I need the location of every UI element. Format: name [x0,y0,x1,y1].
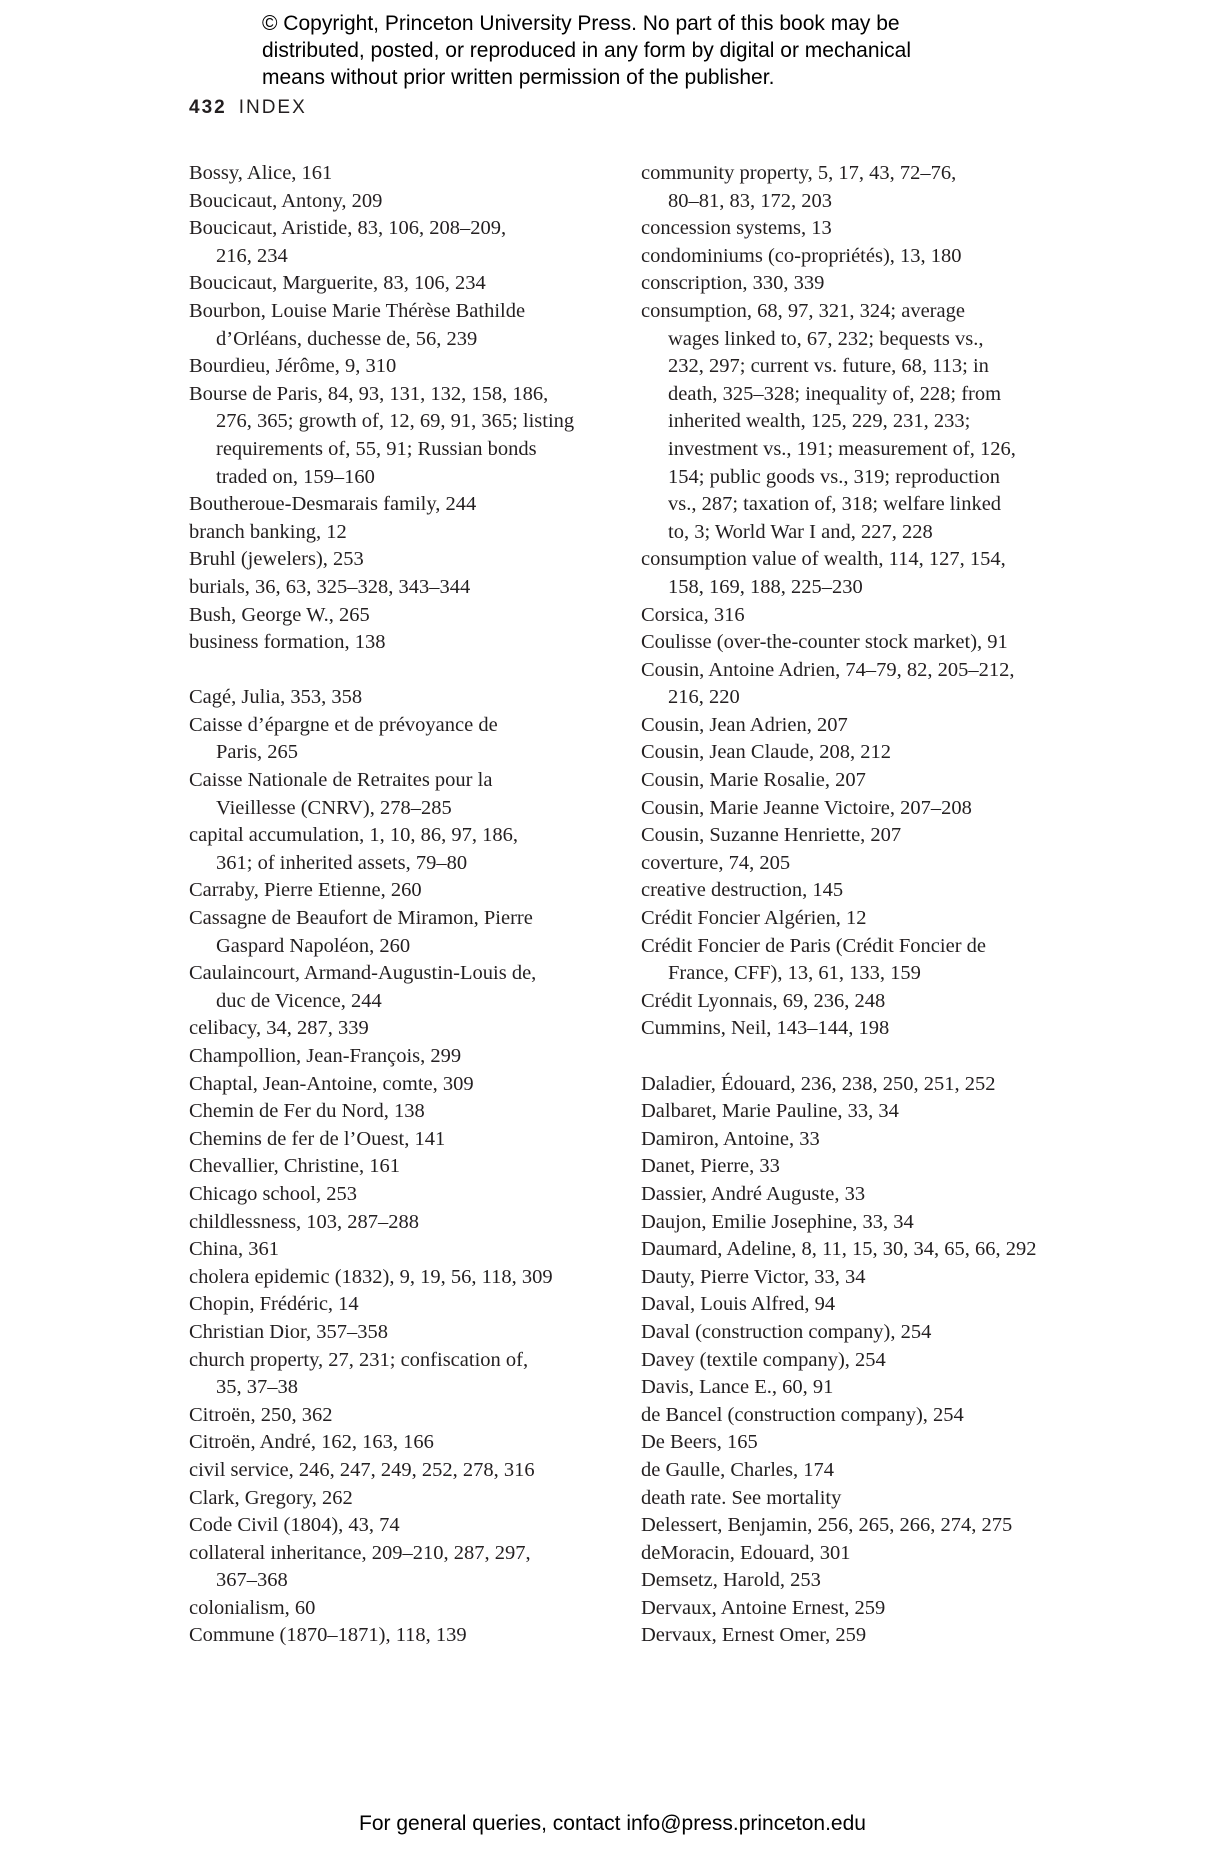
index-entry-line: Daval (construction company), 254 [641,1320,932,1343]
index-entry [641,1291,1071,1319]
index-entry [189,353,609,381]
index-entry [641,767,1071,795]
index-entry [189,712,609,767]
index-entry [189,905,609,960]
index-column-left [189,160,609,1650]
index-entry-continuation: wages linked to, 67, 232; bequests vs., [668,327,984,350]
index-entry-continuation: 154; public goods vs., 319; reproduction [668,465,1000,488]
copyright-line: means without prior written permission of the publisher. [262,66,775,89]
index-entry [641,1622,1071,1650]
index-entry-line: Coulisse (over-the-counter stock market), 91 [641,631,1008,654]
index-entry [641,657,1071,712]
index-entry-continuation: 361; of inherited assets, 79–80 [216,851,468,874]
index-entry-line: cholera epidemic (1832), 9, 19, 56, 118, 309 [189,1265,553,1288]
index-entry-line: Cummins, Neil, 143–144, 198 [641,1017,890,1040]
index-entry [189,1512,609,1540]
index-entry-line: condominiums (co-propriétés), 13, 180 [641,244,962,267]
index-entry [189,1181,609,1209]
index-entry-line: Cousin, Marie Jeanne Victoire, 207–208 [641,796,972,819]
index-entry [641,1071,1071,1099]
index-entry [189,160,609,188]
index-entry [189,270,609,298]
index-entry [189,381,609,491]
index-entry-line: Commune (1870–1871), 118, 139 [189,1624,467,1647]
index-entry-line: business formation, 138 [189,631,386,654]
index-entry [641,933,1071,988]
index-entry-line: de Bancel (construction company), 254 [641,1403,964,1426]
index-entry-line: Dassier, André Auguste, 33 [641,1182,866,1205]
index-entry-line: celibacy, 34, 287, 339 [189,1017,369,1040]
index-entry-line: colonialism, 60 [189,1596,316,1619]
index-entry [641,546,1071,601]
index-entry-continuation: Vieillesse (CNRV), 278–285 [216,796,452,819]
index-entry [189,215,609,270]
index-entry-line: Bourbon, Louise Marie Thérèse Bathilde [189,299,526,322]
index-entry-line: Cassagne de Beaufort de Miramon, Pierre [189,907,533,930]
index-entry [189,1319,609,1347]
page-number: 432 [189,97,227,118]
index-entry-continuation: 35, 37–38 [216,1376,298,1399]
running-head [189,96,307,120]
index-entry [189,188,609,216]
index-entry [189,1153,609,1181]
index-entry-line: Chaptal, Jean-Antoine, comte, 309 [189,1072,474,1095]
index-entry-line: Bourdieu, Jérôme, 9, 310 [189,355,397,378]
index-entry [641,1485,1071,1513]
index-entry-line: Damiron, Antoine, 33 [641,1127,820,1150]
index-entry [189,1402,609,1430]
index-entry-line: Boutheroue-Desmarais family, 244 [189,493,477,516]
copyright-notice [262,10,1022,91]
index-entry [641,739,1071,767]
index-entry [641,1181,1071,1209]
index-entry [189,629,609,657]
index-entry-line: concession systems, 13 [641,217,832,240]
index-entry [641,1153,1071,1181]
index-entry-line: Boucicaut, Aristide, 83, 106, 208–209, [189,217,507,240]
index-entry-line: Corsica, 316 [641,603,745,626]
index-entry [189,1071,609,1099]
index-entry-line: church property, 27, 231; confiscation of, [189,1348,529,1371]
copyright-line: distributed, posted, or reproduced in any form by digital or mechanical [262,39,912,62]
index-entry [189,822,609,877]
index-entry [189,574,609,602]
index-entry-line: Dauty, Pierre Victor, 33, 34 [641,1265,866,1288]
index-entry [641,1209,1071,1237]
index-entry-line: Boucicaut, Marguerite, 83, 106, 234 [189,272,486,295]
index-entry [189,1015,609,1043]
index-entry-continuation: 232, 297; current vs. future, 68, 113; in [668,355,989,378]
index-entry-line: Chemin de Fer du Nord, 138 [189,1100,425,1123]
index-entry [189,1347,609,1402]
index-entry [189,602,609,630]
index-entry-line: Dalbaret, Marie Pauline, 33, 34 [641,1100,899,1123]
index-entry [641,1457,1071,1485]
index-entry [189,960,609,1015]
index-entry-continuation: to, 3; World War I and, 227, 228 [668,520,933,543]
index-entry [189,519,609,547]
index-entry-line: consumption value of wealth, 114, 127, 154, [641,548,1006,571]
index-entry-continuation: Gaspard Napoléon, 260 [216,934,411,957]
index-entry-line: Cagé, Julia, 353, 358 [189,686,363,709]
index-entry [189,877,609,905]
index-entry-line: deMoracin, Edouard, 301 [641,1541,851,1564]
index-entry-continuation: death, 325–328; inequality of, 228; from [668,382,1002,405]
index-entry [641,712,1071,740]
index-entry [189,1043,609,1071]
index-entry-continuation: d’Orléans, duchesse de, 56, 239 [216,327,478,350]
index-entry-line: Daladier, Édouard, 236, 238, 250, 251, 252 [641,1072,996,1095]
index-entry [641,602,1071,630]
index-entry-line: Chicago school, 253 [189,1182,357,1205]
index-entry-line: Dervaux, Ernest Omer, 259 [641,1624,867,1647]
index-entry [641,877,1071,905]
index-entry-line: community property, 5, 17, 43, 72–76, [641,162,957,184]
index-entry [641,1236,1071,1264]
index-entry-line: Bossy, Alice, 161 [189,162,333,184]
index-entry [189,684,609,712]
index-entry-line: Chopin, Frédéric, 14 [189,1293,359,1316]
index-entry-line: Daujon, Emilie Josephine, 33, 34 [641,1210,914,1233]
index-entry [189,1622,609,1650]
index-entry-line: Champollion, Jean-François, 299 [189,1045,462,1067]
index-entry [641,1540,1071,1568]
index-entry [189,1264,609,1292]
index-entry-line: Caisse Nationale de Retraites pour la [189,769,493,792]
index-entry-continuation: Paris, 265 [216,741,298,764]
index-entry [641,1429,1071,1457]
index-entry-continuation: 216, 234 [216,244,288,267]
index-entry [641,1595,1071,1623]
index-entry-line: collateral inheritance, 209–210, 287, 297, [189,1541,531,1564]
index-entry-continuation: 158, 169, 188, 225–230 [668,575,863,598]
index-entry-line: Carraby, Pierre Etienne, 260 [189,879,422,902]
index-entry [189,767,609,822]
index-entry-line: death rate. See mortality [641,1486,842,1509]
index-entry-line: civil service, 246, 247, 249, 252, 278, 316 [189,1458,535,1481]
index-entry [189,1540,609,1595]
index-entry-line: de Gaulle, Charles, 174 [641,1458,834,1481]
index-entry-line: childlessness, 103, 287–288 [189,1210,420,1233]
index-entry-line: Clark, Gregory, 262 [189,1486,353,1509]
index-entry [641,1264,1071,1292]
index-entry-line: coverture, 74, 205 [641,851,791,874]
index-entry [189,1429,609,1457]
index-entry [641,243,1071,271]
index-entry-line: capital accumulation, 1, 10, 86, 97, 186, [189,824,519,847]
index-entry-continuation: 216, 220 [668,686,740,709]
index-entry-line: Davey (textile company), 254 [641,1348,886,1371]
index-entry-line: creative destruction, 145 [641,879,844,902]
index-entry [641,270,1071,298]
index-entry [189,1098,609,1126]
index-entry-continuation: requirements of, 55, 91; Russian bonds [216,437,537,460]
index-entry [641,795,1071,823]
index-entry-line: branch banking, 12 [189,520,347,543]
index-entry [641,988,1071,1016]
index-entry-line: Danet, Pierre, 33 [641,1155,780,1178]
index-entry-line: Cousin, Jean Claude, 208, 212 [641,741,891,764]
index-entry-continuation: 80–81, 83, 172, 203 [668,189,832,212]
index-entry-line: Caisse d’épargne et de prévoyance de [189,713,498,736]
index-entry-line: Cousin, Jean Adrien, 207 [641,713,848,736]
index-entry [189,1595,609,1623]
index-entry-line: Davis, Lance E., 60, 91 [641,1376,834,1399]
index-entry-continuation: duc de Vicence, 244 [216,989,382,1012]
index-entry-continuation: inherited wealth, 125, 229, 231, 233; [668,410,971,433]
index-entry-line: Cousin, Antoine Adrien, 74–79, 82, 205–212, [641,658,1015,681]
index-entry [641,215,1071,243]
index-entry-line: Chemins de fer de l’Ouest, 141 [189,1127,446,1150]
index-entry [189,546,609,574]
index-entry-line: Demsetz, Harold, 253 [641,1569,821,1592]
index-entry-line: Crédit Lyonnais, 69, 236, 248 [641,989,886,1012]
index-entry-line: Delessert, Benjamin, 256, 265, 266, 274, 275 [641,1514,1013,1537]
index-entry-line: burials, 36, 63, 325–328, 343–344 [189,575,471,598]
index-entry [189,491,609,519]
index-entry-line: Crédit Foncier de Paris (Crédit Foncier de [641,934,986,957]
index-entry-line: Dervaux, Antoine Ernest, 259 [641,1596,886,1619]
index-entry [641,1319,1071,1347]
index-entry-line: Boucicaut, Antony, 209 [189,189,383,212]
index-entry [641,1347,1071,1375]
letter-group-gap [641,1043,1071,1071]
index-entry [641,1374,1071,1402]
section-title: INDEX [238,97,307,118]
index-entry-line: Bourse de Paris, 84, 93, 131, 132, 158, 186, [189,382,549,405]
index-entry-line: Cousin, Marie Rosalie, 207 [641,769,866,792]
index-entry-line: Code Civil (1804), 43, 74 [189,1514,400,1537]
index-entry [189,1457,609,1485]
index-entry [189,1485,609,1513]
index-entry-line: Cousin, Suzanne Henriette, 207 [641,824,902,847]
index-entry-line: Crédit Foncier Algérien, 12 [641,907,867,930]
index-entry-line: Bruhl (jewelers), 253 [189,548,364,571]
index-entry [641,298,1071,546]
index-entry [189,1209,609,1237]
index-entry-line: Daval, Louis Alfred, 94 [641,1293,836,1316]
index-entry [189,1236,609,1264]
index-entry-continuation: 367–368 [216,1569,288,1592]
index-entry [641,1098,1071,1126]
index-entry [641,1567,1071,1595]
index-entry-continuation: vs., 287; taxation of, 318; welfare linked [668,493,1002,516]
index-entry-line: Christian Dior, 357–358 [189,1320,389,1343]
index-entry [641,905,1071,933]
index-entry [641,1015,1071,1043]
index-entry-line: Bush, George W., 265 [189,603,370,626]
index-entry [641,822,1071,850]
index-entry [189,298,609,353]
index-entry [641,629,1071,657]
index-entry [189,1291,609,1319]
index-entry-line: China, 361 [189,1238,279,1261]
index-entry-line: Caulaincourt, Armand-Augustin-Louis de, [189,962,537,985]
index-entry-line: Daumard, Adeline, 8, 11, 15, 30, 34, 65, 66, 292 [641,1238,1037,1261]
index-entry-continuation: traded on, 159–160 [216,465,375,488]
index-entry-line: Chevallier, Christine, 161 [189,1155,400,1178]
footer-contact: For general queries, contact info@press.princeton.edu [359,1812,866,1835]
index-entry-continuation: investment vs., 191; measurement of, 126, [668,437,1016,460]
index-entry [641,1126,1071,1154]
index-entry-line: conscription, 330, 339 [641,272,825,295]
index-entry [641,850,1071,878]
index-entry-continuation: France, CFF), 13, 61, 133, 159 [668,962,921,985]
index-entry-line: De Beers, 165 [641,1431,758,1454]
index-entry-line: Citroën, André, 162, 163, 166 [189,1431,434,1454]
index-entry [641,1402,1071,1430]
index-entry-line: consumption, 68, 97, 321, 324; average [641,299,965,322]
index-column-right [641,160,1071,1650]
index-entry-line: Citroën, 250, 362 [189,1403,333,1426]
copyright-line: © Copyright, Princeton University Press. No part of this book may be [262,12,900,35]
index-entry [641,1512,1071,1540]
index-entry [189,1126,609,1154]
index-entry-continuation: 276, 365; growth of, 12, 69, 91, 365; listing [216,410,575,433]
letter-group-gap [189,657,609,685]
index-entry [641,160,1071,215]
